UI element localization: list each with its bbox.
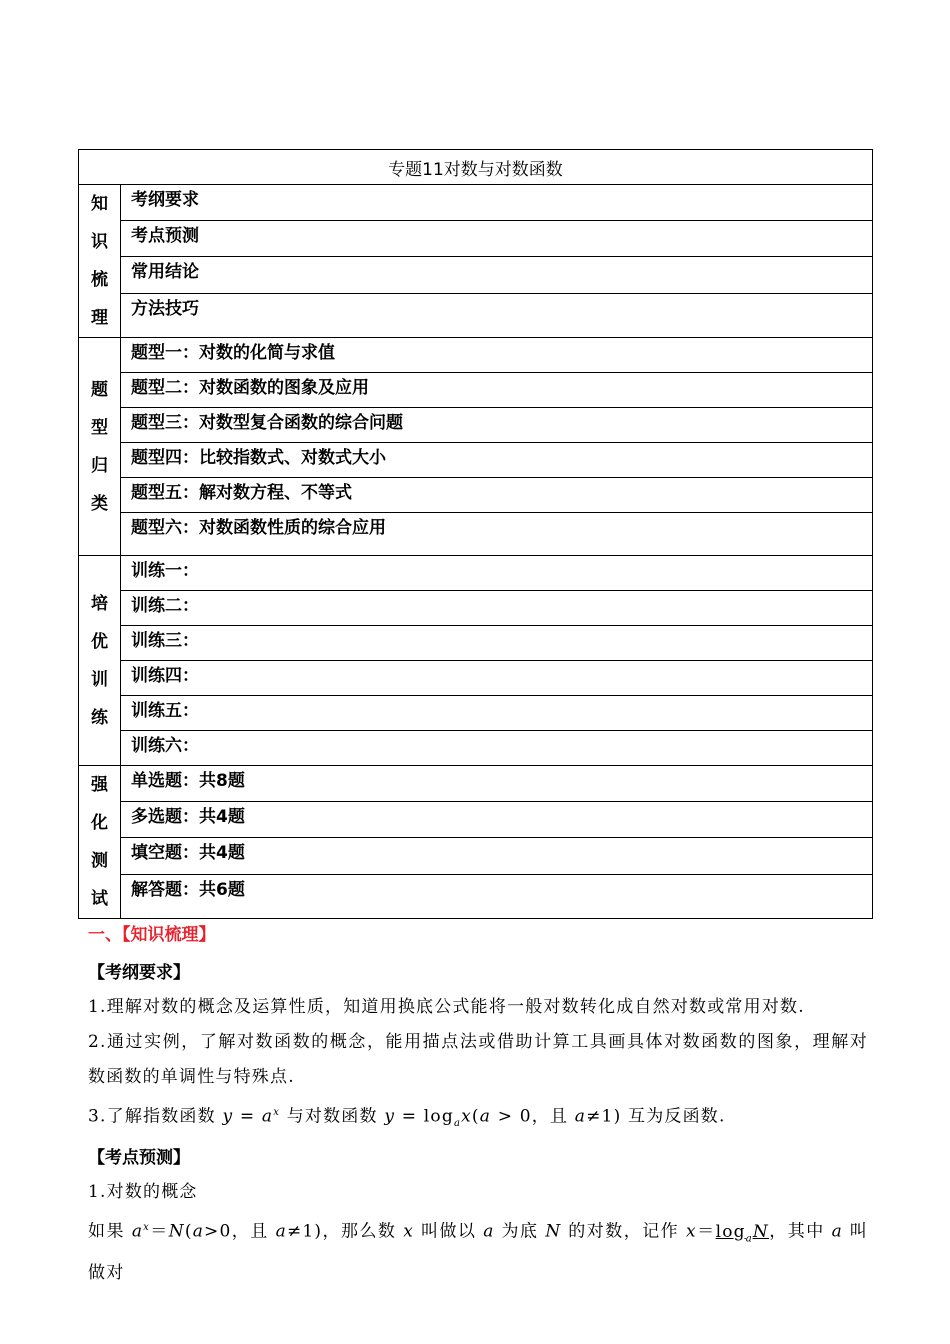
section-label-knowledge: 知识梳理	[79, 185, 121, 338]
toc-item: 考纲要求	[121, 185, 873, 221]
toc-item: 训练六：	[121, 731, 873, 766]
toc-item: 题型一：对数的化简与求值	[121, 338, 873, 373]
toc-item: 训练三：	[121, 626, 873, 661]
toc-item: 解答题：共6题	[121, 874, 873, 918]
section-label-test: 强化测试	[79, 766, 121, 919]
toc-item: 训练一：	[121, 556, 873, 591]
toc-item: 考点预测	[121, 221, 873, 257]
toc-item: 训练二：	[121, 591, 873, 626]
toc-item: 训练四：	[121, 661, 873, 696]
section-label-question-types: 题型归类	[79, 338, 121, 556]
toc-item: 训练五：	[121, 696, 873, 731]
toc-item: 题型六：对数函数性质的综合应用	[121, 513, 873, 556]
point-title: 1.对数的概念	[88, 1182, 198, 1203]
requirement-1: 1.理解对数的概念及运算性质，知道用换底公式能将一般对数转化成自然对数或常用对数.	[88, 997, 805, 1017]
section-label-training: 培优训练	[79, 556, 121, 766]
toc-item: 常用结论	[121, 257, 873, 293]
toc-item: 题型三：对数型复合函数的综合问题	[121, 408, 873, 443]
section-heading: 一、【知识梳理】	[88, 925, 216, 945]
toc-item: 单选题：共8题	[121, 766, 873, 802]
toc-title: 专题11对数与对数函数	[79, 150, 873, 185]
toc-table	[78, 149, 873, 919]
point-definition: 如果 $a^x=N(a>0$，且 a≠1)，那么数 x 叫做以 a 为底 N 的对数，记作 $x=\log_aN$，其中 a 叫做对	[88, 1221, 868, 1284]
requirement-3: 3.了解指数函数 $y = a^x$ 与对数函数 $y = \log_ax(a > 0$，且 a≠1) 互为反函数.	[88, 1106, 726, 1130]
toc-item: 题型五：解对数方程、不等式	[121, 478, 873, 513]
toc-item: 多选题：共4题	[121, 802, 873, 838]
document-body	[88, 922, 868, 1291]
subsection-heading: 【考纲要求】	[88, 963, 190, 983]
subsection-heading: 【考点预测】	[88, 1148, 190, 1169]
toc-item: 题型二：对数函数的图象及应用	[121, 373, 873, 408]
toc-item: 方法技巧	[121, 293, 873, 337]
toc-item: 题型四：比较指数式、对数式大小	[121, 443, 873, 478]
toc-item: 填空题：共4题	[121, 838, 873, 874]
requirement-2: 2.通过实例，了解对数函数的概念，能用描点法或借助计算工具画具体对数函数的图象，理解对数函数的单调性与特殊点.	[88, 1032, 868, 1087]
